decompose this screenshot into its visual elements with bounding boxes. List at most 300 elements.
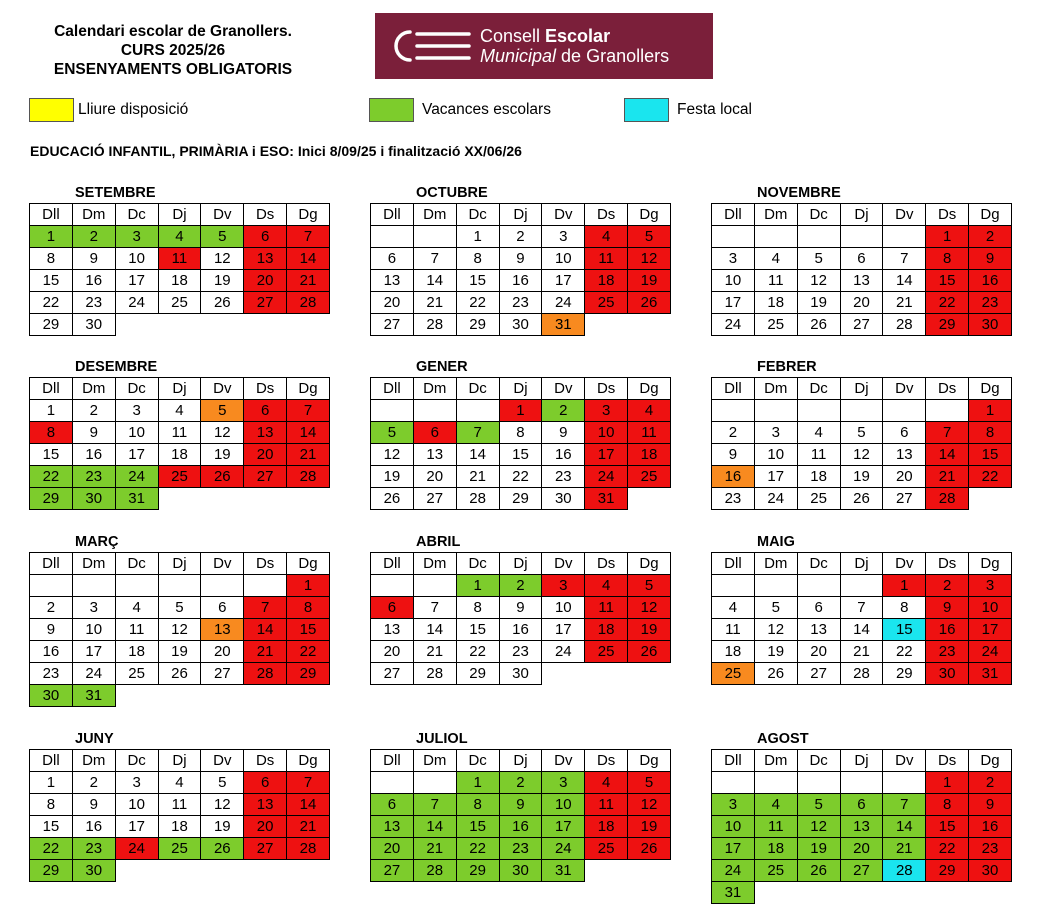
empty-cell	[585, 663, 628, 685]
day-cell: 9	[969, 794, 1012, 816]
day-cell: 29	[287, 663, 330, 685]
day-cell: 3	[72, 597, 115, 619]
day-cell: 26	[797, 314, 840, 336]
day-cell: 21	[840, 641, 883, 663]
day-cell: 18	[585, 619, 628, 641]
day-cell: 9	[542, 422, 585, 444]
week-row	[371, 270, 671, 292]
day-cell: 2	[969, 772, 1012, 794]
empty-cell	[840, 772, 883, 794]
day-cell: 24	[115, 292, 158, 314]
month-name: MAIG	[757, 534, 795, 550]
day-cell: 18	[115, 641, 158, 663]
month-table	[711, 552, 1012, 685]
day-cell: 8	[969, 422, 1012, 444]
day-cell: 26	[158, 663, 201, 685]
day-cell: 4	[754, 794, 797, 816]
day-cell: 2	[72, 226, 115, 248]
day-cell: 19	[371, 466, 414, 488]
day-cell: 14	[456, 444, 499, 466]
day-cell: 16	[542, 444, 585, 466]
day-cell: 3	[542, 575, 585, 597]
empty-cell	[456, 400, 499, 422]
day-cell: 21	[413, 838, 456, 860]
day-cell: 7	[413, 248, 456, 270]
weekday-header: Dm	[72, 750, 115, 772]
day-cell: 30	[72, 314, 115, 336]
week-row	[30, 838, 330, 860]
day-cell: 15	[30, 270, 73, 292]
day-cell: 9	[712, 444, 755, 466]
weekday-header: Dc	[456, 750, 499, 772]
day-cell: 31	[712, 882, 755, 904]
weekday-header: Dv	[883, 204, 926, 226]
empty-cell	[115, 314, 158, 336]
week-row	[30, 292, 330, 314]
day-cell: 29	[30, 488, 73, 510]
empty-cell	[712, 400, 755, 422]
week-row	[712, 663, 1012, 685]
day-cell: 28	[413, 860, 456, 882]
week-row	[30, 575, 330, 597]
day-cell: 7	[926, 422, 969, 444]
day-cell: 2	[30, 597, 73, 619]
day-cell: 9	[499, 248, 542, 270]
empty-cell	[754, 772, 797, 794]
day-cell: 1	[456, 226, 499, 248]
day-cell: 4	[797, 422, 840, 444]
day-cell: 9	[969, 248, 1012, 270]
day-cell: 5	[628, 772, 671, 794]
week-row	[30, 248, 330, 270]
day-cell: 30	[969, 314, 1012, 336]
empty-cell	[244, 575, 287, 597]
day-cell: 28	[244, 663, 287, 685]
week-row	[371, 838, 671, 860]
weekday-header: Dv	[542, 750, 585, 772]
empty-cell	[201, 314, 244, 336]
day-cell: 20	[883, 466, 926, 488]
month-octubre	[370, 184, 670, 336]
day-cell: 21	[287, 270, 330, 292]
weekday-header: Dll	[30, 553, 73, 575]
day-cell: 12	[158, 619, 201, 641]
day-cell: 26	[371, 488, 414, 510]
day-cell: 23	[30, 663, 73, 685]
day-cell: 26	[201, 292, 244, 314]
empty-cell	[628, 314, 671, 336]
legend-swatch-yellow	[29, 98, 74, 122]
day-cell: 24	[115, 466, 158, 488]
weekday-header: Dc	[115, 553, 158, 575]
month-table	[711, 749, 1012, 904]
week-row	[371, 400, 671, 422]
day-cell: 19	[201, 270, 244, 292]
day-cell: 2	[72, 772, 115, 794]
weekday-header: Dg	[628, 553, 671, 575]
course-dates-subtitle: EDUCACIÓ INFANTIL, PRIMÀRIA i ESO: Inici 8/09/25 i finalització XX/06/26	[30, 143, 522, 159]
weekday-header: Dll	[371, 750, 414, 772]
day-cell: 21	[244, 641, 287, 663]
week-row	[371, 488, 671, 510]
week-row	[712, 314, 1012, 336]
day-cell: 27	[201, 663, 244, 685]
weekday-header: Dg	[287, 378, 330, 400]
month-table	[29, 749, 330, 882]
month-table	[370, 749, 671, 882]
week-row	[30, 270, 330, 292]
day-cell: 14	[413, 619, 456, 641]
weekday-header: Dg	[287, 553, 330, 575]
day-cell: 18	[628, 444, 671, 466]
month-table	[370, 377, 671, 510]
day-cell: 10	[542, 248, 585, 270]
day-cell: 31	[542, 314, 585, 336]
day-cell: 11	[158, 794, 201, 816]
month-table	[370, 203, 671, 336]
day-cell: 23	[499, 641, 542, 663]
day-cell: 26	[201, 466, 244, 488]
day-cell: 1	[30, 400, 73, 422]
day-cell: 11	[585, 597, 628, 619]
day-cell: 25	[158, 292, 201, 314]
empty-cell	[201, 860, 244, 882]
day-cell: 11	[158, 422, 201, 444]
day-cell: 8	[926, 794, 969, 816]
week-row	[30, 488, 330, 510]
day-cell: 31	[969, 663, 1012, 685]
weekday-header: Dj	[499, 750, 542, 772]
day-cell: 21	[287, 444, 330, 466]
week-row	[30, 314, 330, 336]
day-cell: 8	[30, 422, 73, 444]
weekday-header: Dj	[499, 378, 542, 400]
day-cell: 14	[287, 794, 330, 816]
day-cell: 14	[926, 444, 969, 466]
day-cell: 1	[287, 575, 330, 597]
day-cell: 28	[413, 314, 456, 336]
empty-cell	[158, 488, 201, 510]
week-row	[371, 444, 671, 466]
weekday-header: Dj	[840, 378, 883, 400]
day-cell: 25	[754, 314, 797, 336]
day-cell: 23	[499, 838, 542, 860]
day-cell: 15	[969, 444, 1012, 466]
week-row	[371, 575, 671, 597]
empty-cell	[158, 685, 201, 707]
week-row	[712, 619, 1012, 641]
day-cell: 4	[585, 575, 628, 597]
day-cell: 28	[456, 488, 499, 510]
weekday-header: Dc	[456, 553, 499, 575]
week-row	[712, 860, 1012, 882]
day-cell: 18	[585, 270, 628, 292]
day-cell: 2	[72, 400, 115, 422]
weekday-header: Dll	[371, 204, 414, 226]
day-cell: 25	[754, 860, 797, 882]
day-cell: 1	[926, 226, 969, 248]
day-cell: 12	[201, 422, 244, 444]
day-cell: 26	[797, 860, 840, 882]
day-cell: 29	[499, 488, 542, 510]
day-cell: 1	[30, 772, 73, 794]
empty-cell	[244, 860, 287, 882]
week-row	[712, 488, 1012, 510]
week-row	[712, 838, 1012, 860]
day-cell: 23	[72, 466, 115, 488]
day-cell: 11	[628, 422, 671, 444]
weekday-header: Dm	[754, 204, 797, 226]
day-cell: 18	[797, 466, 840, 488]
legend-label: Festa local	[677, 101, 752, 118]
weekday-header: Dm	[754, 750, 797, 772]
weekday-header: Dv	[883, 553, 926, 575]
weekday-header: Ds	[585, 378, 628, 400]
title-line-2: CURS 2025/26	[120, 42, 226, 59]
day-cell: 14	[883, 816, 926, 838]
empty-cell	[371, 400, 414, 422]
weekday-header: Dv	[201, 378, 244, 400]
empty-cell	[158, 575, 201, 597]
weekday-header: Dll	[30, 378, 73, 400]
weekday-header: Ds	[926, 204, 969, 226]
week-row	[30, 597, 330, 619]
day-cell: 8	[456, 248, 499, 270]
month-name: NOVEMBRE	[757, 185, 841, 201]
day-cell: 20	[797, 641, 840, 663]
month-agost	[711, 730, 1011, 904]
day-cell: 24	[969, 641, 1012, 663]
week-row	[371, 422, 671, 444]
day-cell: 16	[72, 270, 115, 292]
day-cell: 20	[840, 292, 883, 314]
day-cell: 16	[499, 619, 542, 641]
day-cell: 1	[30, 226, 73, 248]
day-cell: 27	[371, 314, 414, 336]
weekday-header: Dll	[712, 553, 755, 575]
title-line-3: ENSENYAMENTS OBLIGATORIS	[53, 61, 293, 78]
week-row	[712, 400, 1012, 422]
day-cell: 30	[542, 488, 585, 510]
month-name: FEBRER	[757, 359, 817, 375]
day-cell: 11	[158, 248, 201, 270]
empty-cell	[797, 400, 840, 422]
day-cell: 1	[969, 400, 1012, 422]
week-row	[371, 772, 671, 794]
month-name: MARÇ	[75, 534, 119, 550]
day-cell: 3	[712, 248, 755, 270]
day-cell: 8	[499, 422, 542, 444]
empty-cell	[797, 575, 840, 597]
week-row	[30, 772, 330, 794]
weekday-header: Dc	[797, 378, 840, 400]
day-cell: 10	[115, 248, 158, 270]
weekday-header: Dll	[712, 378, 755, 400]
day-cell: 21	[413, 292, 456, 314]
empty-cell	[201, 575, 244, 597]
day-cell: 23	[969, 838, 1012, 860]
empty-cell	[883, 400, 926, 422]
day-cell: 24	[542, 292, 585, 314]
legend-vacances-escolars	[369, 98, 551, 122]
month-desembre	[29, 358, 329, 510]
day-cell: 13	[840, 270, 883, 292]
day-cell: 20	[201, 641, 244, 663]
week-row	[371, 794, 671, 816]
title-line-1: Calendari escolar de Granollers.	[54, 23, 292, 40]
month-juliol	[370, 730, 670, 882]
empty-cell	[115, 575, 158, 597]
weekday-header: Dv	[883, 750, 926, 772]
day-cell: 28	[883, 860, 926, 882]
weekday-header: Dll	[712, 204, 755, 226]
month-table	[29, 377, 330, 510]
day-cell: 22	[287, 641, 330, 663]
empty-cell	[754, 575, 797, 597]
day-cell: 28	[840, 663, 883, 685]
day-cell: 23	[542, 466, 585, 488]
day-cell: 5	[754, 597, 797, 619]
day-cell: 14	[413, 270, 456, 292]
day-cell: 15	[883, 619, 926, 641]
weekday-header: Dv	[201, 553, 244, 575]
day-cell: 6	[883, 422, 926, 444]
day-cell: 12	[201, 248, 244, 270]
day-cell: 13	[244, 422, 287, 444]
month-març	[29, 533, 329, 707]
day-cell: 11	[585, 794, 628, 816]
day-cell: 8	[456, 794, 499, 816]
empty-cell	[115, 860, 158, 882]
day-cell: 28	[287, 838, 330, 860]
day-cell: 29	[926, 860, 969, 882]
day-cell: 8	[926, 248, 969, 270]
day-cell: 6	[244, 772, 287, 794]
empty-cell	[628, 860, 671, 882]
day-cell: 17	[712, 838, 755, 860]
day-cell: 13	[840, 816, 883, 838]
empty-cell	[754, 400, 797, 422]
day-cell: 10	[542, 597, 585, 619]
logo-text-municipal: Municipal	[480, 46, 557, 66]
week-row	[371, 314, 671, 336]
day-cell: 3	[542, 226, 585, 248]
day-cell: 15	[456, 270, 499, 292]
day-cell: 15	[287, 619, 330, 641]
day-cell: 7	[287, 772, 330, 794]
weekday-header: Dv	[883, 378, 926, 400]
week-row	[371, 597, 671, 619]
day-cell: 25	[712, 663, 755, 685]
day-cell: 19	[628, 270, 671, 292]
day-cell: 3	[115, 400, 158, 422]
month-name: AGOST	[757, 731, 809, 747]
day-cell: 30	[30, 685, 73, 707]
logo-text-escolar: Escolar	[545, 26, 611, 46]
day-cell: 8	[883, 597, 926, 619]
day-cell: 20	[371, 292, 414, 314]
day-cell: 19	[201, 444, 244, 466]
weekday-header: Dj	[158, 378, 201, 400]
weekday-header: Ds	[244, 553, 287, 575]
empty-cell	[926, 882, 969, 904]
month-name: SETEMBRE	[75, 185, 156, 201]
weekday-header: Dg	[628, 378, 671, 400]
empty-cell	[840, 882, 883, 904]
day-cell: 17	[969, 619, 1012, 641]
day-cell: 22	[456, 292, 499, 314]
day-cell: 7	[456, 422, 499, 444]
day-cell: 6	[840, 248, 883, 270]
legend-lliure-disposicio	[29, 98, 188, 122]
empty-cell	[840, 226, 883, 248]
empty-cell	[413, 575, 456, 597]
day-cell: 11	[754, 816, 797, 838]
month-setembre	[29, 184, 329, 336]
week-row	[30, 641, 330, 663]
empty-cell	[883, 882, 926, 904]
empty-cell	[201, 488, 244, 510]
weekday-header: Dj	[840, 553, 883, 575]
day-cell: 27	[840, 314, 883, 336]
empty-cell	[628, 488, 671, 510]
weekday-header: Dg	[969, 204, 1012, 226]
day-cell: 12	[797, 270, 840, 292]
week-row	[712, 882, 1012, 904]
empty-cell	[628, 663, 671, 685]
month-table	[711, 377, 1012, 510]
day-cell: 31	[115, 488, 158, 510]
day-cell: 28	[287, 292, 330, 314]
weekday-header: Dg	[969, 378, 1012, 400]
day-cell: 10	[754, 444, 797, 466]
empty-cell	[712, 575, 755, 597]
day-cell: 22	[499, 466, 542, 488]
day-cell: 17	[115, 816, 158, 838]
day-cell: 6	[371, 794, 414, 816]
consell-escolar-logo	[375, 13, 713, 79]
day-cell: 20	[244, 444, 287, 466]
empty-cell	[371, 226, 414, 248]
day-cell: 8	[456, 597, 499, 619]
day-cell: 30	[969, 860, 1012, 882]
day-cell: 19	[797, 838, 840, 860]
week-row	[30, 860, 330, 882]
day-cell: 17	[712, 292, 755, 314]
day-cell: 30	[72, 860, 115, 882]
empty-cell	[585, 860, 628, 882]
day-cell: 30	[72, 488, 115, 510]
day-cell: 11	[712, 619, 755, 641]
day-cell: 30	[926, 663, 969, 685]
empty-cell	[244, 488, 287, 510]
day-cell: 4	[712, 597, 755, 619]
day-cell: 13	[244, 794, 287, 816]
day-cell: 27	[371, 663, 414, 685]
month-name: JULIOL	[416, 731, 468, 747]
legend-swatch-green	[369, 98, 414, 122]
logo-mark-icon	[393, 29, 471, 63]
day-cell: 4	[158, 400, 201, 422]
month-name: JUNY	[75, 731, 114, 747]
day-cell: 2	[969, 226, 1012, 248]
weekday-header: Ds	[585, 553, 628, 575]
day-cell: 30	[499, 314, 542, 336]
day-cell: 25	[628, 466, 671, 488]
day-cell: 19	[158, 641, 201, 663]
empty-cell	[72, 575, 115, 597]
day-cell: 10	[712, 816, 755, 838]
